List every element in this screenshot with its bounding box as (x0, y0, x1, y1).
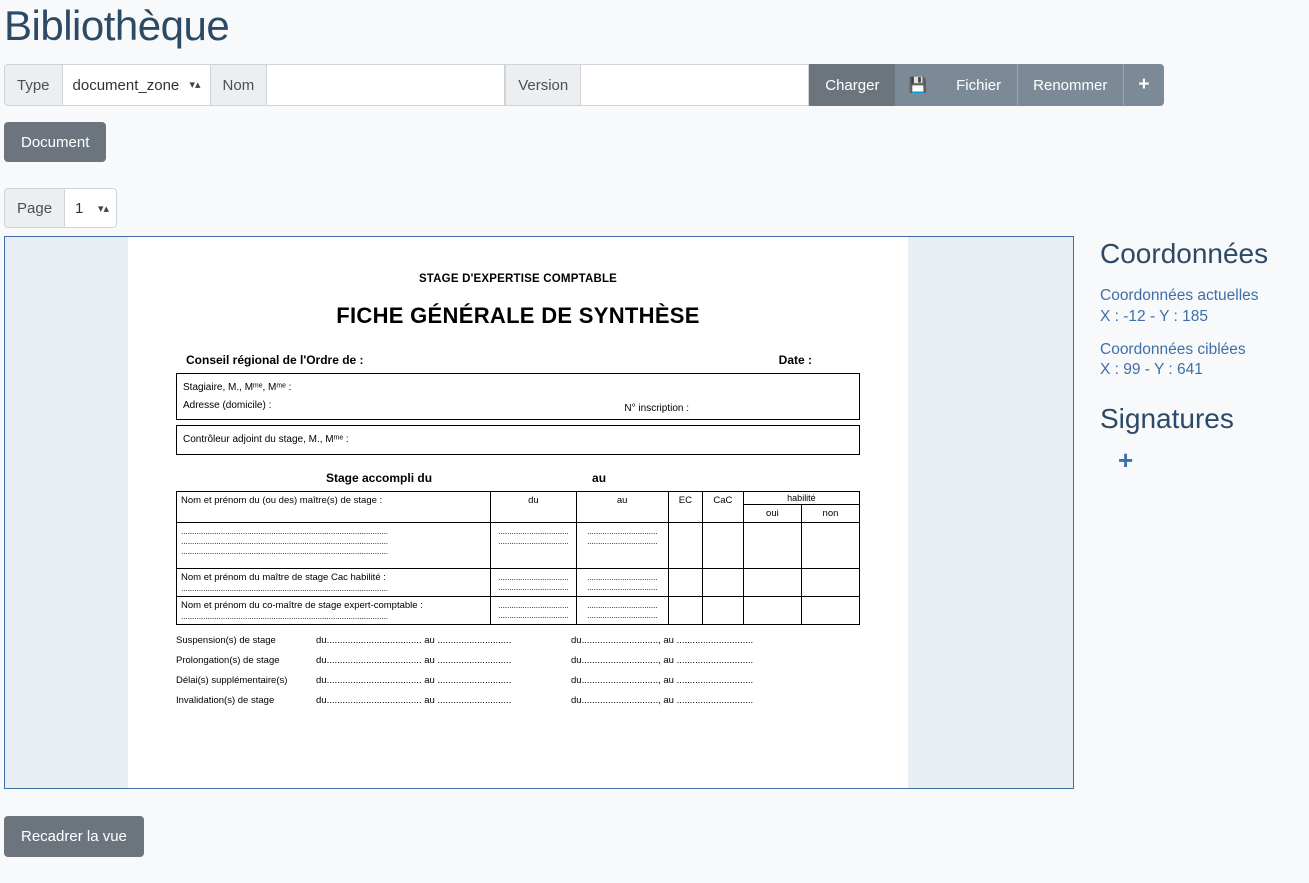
stage-accompli-label: Stage accompli du (326, 470, 433, 485)
row-cac (702, 568, 743, 596)
th-habilite: habilité (743, 491, 859, 504)
row-non (801, 522, 859, 568)
type-label: Type (4, 64, 63, 106)
stagiaire-label: Stagiaire, M., Mᵐᵉ, Mᵐᵉ : (183, 382, 292, 393)
footer-label: Suspension(s) de stage (176, 634, 276, 646)
row-au: ................................ (586, 571, 658, 582)
row-au: ................................ (586, 535, 658, 546)
row-au: ................................ (586, 599, 658, 610)
recadrer-button[interactable]: Recadrer la vue (4, 816, 144, 857)
floppy-disk-icon: 💾 (908, 76, 928, 94)
row-cac (702, 596, 743, 624)
page-select-value: 1 (75, 199, 84, 217)
nom-label: Nom (211, 64, 268, 106)
footer-row (176, 635, 860, 646)
footer-row (176, 675, 860, 686)
row-du: ................................ (498, 571, 569, 582)
footer-seg2: du............................., au ............................. (571, 654, 754, 666)
charger-button[interactable]: Charger (809, 64, 895, 106)
doc-box-controleur (176, 425, 860, 455)
adresse-label: Adresse (domicile) : (183, 399, 272, 411)
maitres-de-stage-table (176, 491, 860, 625)
row-au: ................................ (586, 525, 658, 536)
row-label: Nom et prénom du co-maître de stage expert-comptable : (181, 599, 423, 611)
add-signature-icon[interactable]: + (1118, 445, 1134, 476)
inscription-label: N° inscription : (624, 403, 689, 414)
row-du: ................................ (498, 599, 569, 610)
page-label: Page (4, 188, 65, 228)
doc-box-stagiaire (176, 373, 860, 420)
footer-seg2: du............................., au ............................. (571, 634, 754, 646)
page-title: Bibliothèque (4, 2, 230, 49)
right-panel (1100, 236, 1300, 474)
footer-label: Délai(s) supplémentaire(s) (176, 674, 288, 686)
document-button[interactable]: Document (4, 122, 106, 162)
stage-accompli-row (176, 471, 860, 485)
signatures-title: Signatures (1100, 402, 1234, 434)
coordinates-title: Coordonnées (1100, 238, 1269, 269)
footer-label: Prolongation(s) de stage (176, 654, 280, 666)
row-ec (668, 522, 702, 568)
row-du: ................................ (498, 525, 569, 536)
table-row (177, 568, 860, 596)
doc-kicker: STAGE D'EXPERTISE COMPTABLE (418, 273, 618, 285)
row-dots: .............................................................................................. (181, 525, 388, 536)
date-label: Date : (778, 353, 812, 367)
row-oui (743, 596, 801, 624)
footer-seg1: du.................................... au ............................ (316, 694, 512, 706)
th-du: du (491, 491, 576, 522)
row-dots: .............................................................................................. (181, 582, 388, 593)
document-content (128, 237, 908, 706)
target-coordinates-value: X : 99 - Y : 641 (1100, 360, 1203, 378)
document-button-row (4, 122, 1309, 162)
chevron-updown-icon: ▾▴ (189, 78, 201, 91)
version-input[interactable] (581, 64, 809, 106)
row-cac (702, 522, 743, 568)
document-viewer[interactable] (4, 236, 1074, 789)
footer-row (176, 655, 860, 666)
library-toolbar (4, 64, 1254, 106)
page-select[interactable] (65, 188, 117, 228)
row-du: ................................ (498, 609, 569, 620)
type-select-value: document_zone (72, 76, 180, 94)
target-coordinates-label: Coordonnées ciblées (1100, 340, 1246, 358)
row-dots: .............................................................................................. (181, 535, 388, 546)
row-non (801, 596, 859, 624)
type-select[interactable] (63, 64, 211, 106)
footer-seg2: du............................., au ............................. (571, 694, 754, 706)
row-oui (743, 522, 801, 568)
renommer-button[interactable]: Renommer (1017, 64, 1123, 106)
footer-seg1: du.................................... au ............................ (316, 674, 512, 686)
save-button[interactable] (895, 64, 940, 106)
doc-title: FICHE GÉNÉRALE DE SYNTHÈSE (336, 303, 700, 328)
table-header-row (177, 491, 860, 504)
row-ec (668, 568, 702, 596)
th-cac: CaC (702, 491, 743, 522)
current-coordinates-value: X : -12 - Y : 185 (1100, 307, 1208, 325)
row-dots: .............................................................................................. (181, 610, 388, 621)
row-du: ................................ (498, 581, 569, 592)
footer-seg1: du.................................... au ............................ (316, 654, 512, 666)
page-selector (4, 188, 121, 228)
th-nom: Nom et prénom du (ou des) maître(s) de stage : (177, 491, 491, 522)
document-page[interactable] (128, 237, 908, 789)
current-coordinates-label: Coordonnées actuelles (1100, 287, 1259, 305)
doc-conseil-row (176, 353, 860, 367)
footer-seg1: du.................................... au ............................ (316, 634, 512, 646)
chevron-updown-icon: ▾▴ (98, 202, 110, 215)
controleur-label: Contrôleur adjoint du stage, M., Mᵐᵉ : (183, 434, 349, 445)
nom-input[interactable] (267, 64, 505, 106)
fichier-button[interactable]: Fichier (940, 64, 1017, 106)
row-au: ................................ (586, 581, 658, 592)
th-ec: EC (668, 491, 702, 522)
add-button[interactable]: + (1123, 64, 1164, 106)
row-au: ................................ (586, 609, 658, 620)
row-label: Nom et prénom du maître de stage Cac habilité : (181, 571, 386, 583)
row-du: ................................ (498, 535, 569, 546)
footer-seg2: du............................., au ............................. (571, 674, 754, 686)
footer-row (176, 695, 860, 706)
th-habilite-non: non (801, 504, 859, 522)
row-oui (743, 568, 801, 596)
th-habilite-oui: oui (743, 504, 801, 522)
conseil-label: Conseil régional de l'Ordre de : (186, 353, 364, 367)
row-ec (668, 596, 702, 624)
stage-au-label: au (592, 470, 607, 485)
row-non (801, 568, 859, 596)
version-label: Version (505, 64, 581, 106)
document-footer-lines (176, 635, 860, 706)
table-row (177, 596, 860, 624)
footer-label: Invalidation(s) de stage (176, 694, 275, 706)
row-dots: .............................................................................................. (181, 545, 388, 556)
table-row (177, 522, 860, 568)
th-au: au (576, 491, 668, 522)
